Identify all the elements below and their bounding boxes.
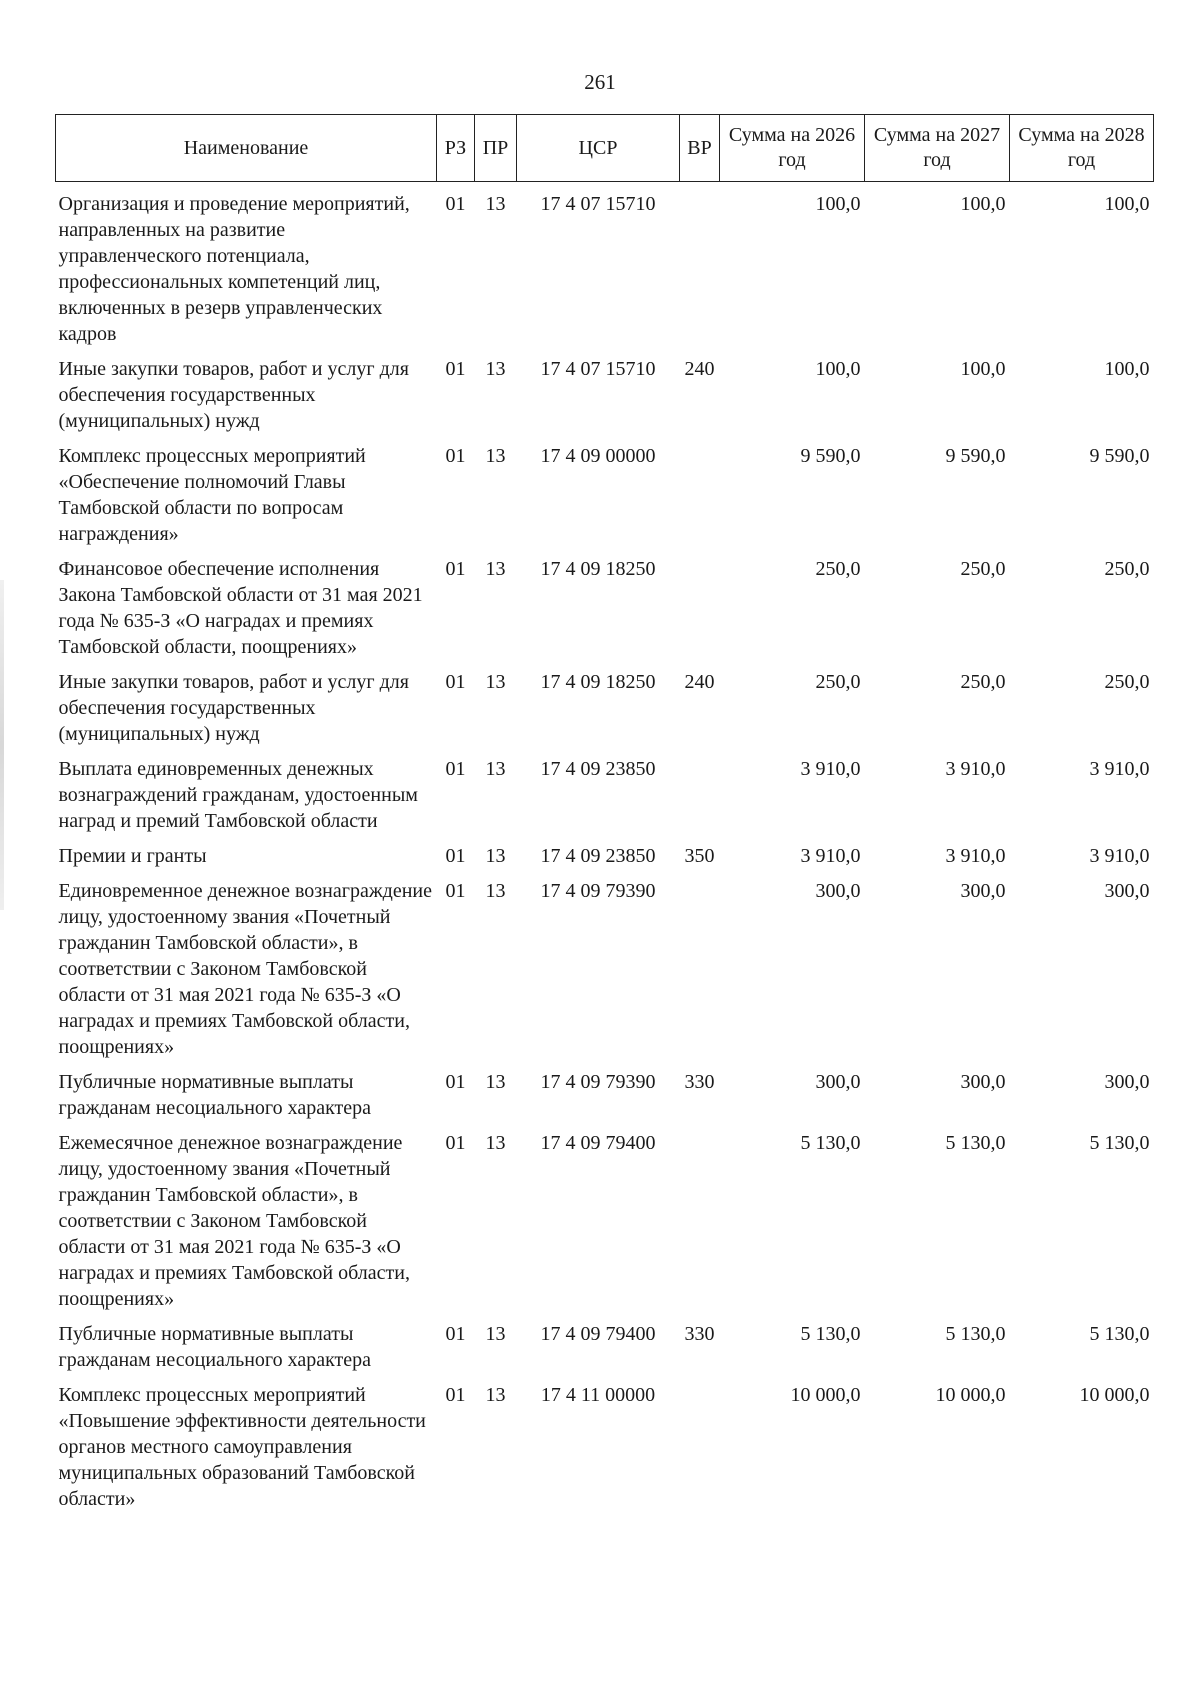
cell-csr: 17 4 09 23850 <box>540 845 656 867</box>
cell-csr: 17 4 09 79390 <box>540 1071 656 1093</box>
cell-sum-2026: 9 590,0 <box>800 445 861 467</box>
cell-sum-2027: 300,0 <box>960 880 1006 902</box>
cell-sum-2028: 300,0 <box>1104 1071 1150 1093</box>
cell-rz: 01 <box>445 193 466 215</box>
cell-rz: 01 <box>445 1132 466 1154</box>
cell-sum-2026: 5 130,0 <box>800 1323 861 1345</box>
cell-pr: 13 <box>485 671 506 693</box>
cell-sum-2028: 100,0 <box>1104 358 1150 380</box>
cell-pr: 13 <box>485 758 506 780</box>
header-vr: ВР <box>680 115 720 182</box>
cell-vr: 240 <box>684 671 715 693</box>
table-row <box>56 747 1154 834</box>
table-row <box>56 1060 1154 1121</box>
cell-sum-2026: 300,0 <box>815 880 861 902</box>
cell-csr: 17 4 09 18250 <box>540 671 656 693</box>
cell-vr <box>680 434 720 547</box>
header-pr: ПР <box>475 115 517 182</box>
table-row <box>56 434 1154 547</box>
cell-pr: 13 <box>485 1071 506 1093</box>
cell-vr: 350 <box>684 845 715 867</box>
cell-pr: 13 <box>485 1384 506 1406</box>
cell-sum-2028: 5 130,0 <box>1089 1323 1150 1345</box>
cell-pr: 13 <box>485 1323 506 1345</box>
table-row <box>56 1373 1154 1512</box>
cell-csr: 17 4 09 00000 <box>540 445 656 467</box>
cell-rz: 01 <box>445 445 466 467</box>
header-sum-2026: Сумма на 2026 год <box>720 115 865 182</box>
cell-pr: 13 <box>485 845 506 867</box>
cell-sum-2028: 3 910,0 <box>1089 758 1150 780</box>
table-row <box>56 834 1154 869</box>
cell-vr: 330 <box>684 1071 715 1093</box>
cell-pr: 13 <box>485 558 506 580</box>
cell-rz: 01 <box>445 1323 466 1345</box>
cell-csr: 17 4 09 18250 <box>540 558 656 580</box>
cell-name: Ежемесячное денежное вознаграждение лицу, удостоенному звания «Почетный гражданин Тамбовской области», в соответствии с Законом Тамбовской области от 31 мая 2021 года № 635-З «О наградах и премиях Тамбовской области, поощрениях» <box>58 1132 410 1310</box>
cell-sum-2027: 5 130,0 <box>945 1132 1006 1154</box>
budget-table <box>55 114 1154 1512</box>
cell-sum-2026: 100,0 <box>815 193 861 215</box>
cell-csr: 17 4 09 79390 <box>540 880 656 902</box>
cell-vr <box>680 547 720 660</box>
cell-sum-2026: 100,0 <box>815 358 861 380</box>
cell-sum-2027: 10 000,0 <box>935 1384 1006 1406</box>
cell-rz: 01 <box>445 880 466 902</box>
cell-vr <box>680 747 720 834</box>
cell-sum-2028: 9 590,0 <box>1089 445 1150 467</box>
cell-name: Комплекс процессных мероприятий «Повышение эффективности деятельности органов местного самоуправления муниципальных образований Тамбовской области» <box>58 1384 426 1510</box>
cell-sum-2026: 250,0 <box>815 671 861 693</box>
cell-pr: 13 <box>485 880 506 902</box>
cell-sum-2026: 3 910,0 <box>800 845 861 867</box>
cell-vr <box>680 182 720 348</box>
cell-sum-2028: 100,0 <box>1104 193 1150 215</box>
cell-sum-2026: 250,0 <box>815 558 861 580</box>
table-header <box>56 115 1154 182</box>
cell-csr: 17 4 09 79400 <box>540 1132 656 1154</box>
cell-rz: 01 <box>445 558 466 580</box>
cell-sum-2027: 250,0 <box>960 558 1006 580</box>
table-row <box>56 1312 1154 1373</box>
cell-sum-2027: 250,0 <box>960 671 1006 693</box>
cell-rz: 01 <box>445 671 466 693</box>
cell-sum-2027: 100,0 <box>960 358 1006 380</box>
cell-sum-2026: 3 910,0 <box>800 758 861 780</box>
table-row <box>56 347 1154 434</box>
cell-name: Единовременное денежное вознаграждение лицу, удостоенному звания «Почетный гражданин Тамбовской области», в соответствии с Законом Тамбовской области от 31 мая 2021 года № 635-З «О наградах и премиях Тамбовской области, поощрениях» <box>58 880 432 1058</box>
cell-name: Иные закупки товаров, работ и услуг для обеспечения государственных (муниципальных) нужд <box>58 671 409 745</box>
cell-sum-2028: 250,0 <box>1104 558 1150 580</box>
cell-csr: 17 4 11 00000 <box>540 1384 656 1406</box>
cell-csr: 17 4 09 23850 <box>540 758 656 780</box>
cell-name: Организация и проведение мероприятий, направленных на развитие управленческого потенциала, профессиональных компетенций лиц, включенных в резерв управленческих кадров <box>58 193 410 345</box>
cell-pr: 13 <box>485 358 506 380</box>
cell-csr: 17 4 09 79400 <box>540 1323 656 1345</box>
cell-name: Финансовое обеспечение исполнения Закона Тамбовской области от 31 мая 2021 года № 635-З «О наградах и премиях Тамбовской области, поощрениях» <box>58 558 423 658</box>
cell-sum-2027: 100,0 <box>960 193 1006 215</box>
scan-edge-artifact <box>0 580 4 910</box>
cell-sum-2026: 300,0 <box>815 1071 861 1093</box>
cell-name: Публичные нормативные выплаты гражданам несоциального характера <box>58 1323 372 1371</box>
cell-vr: 330 <box>684 1323 715 1345</box>
cell-rz: 01 <box>445 358 466 380</box>
cell-sum-2027: 3 910,0 <box>945 845 1006 867</box>
table-row <box>56 660 1154 747</box>
cell-name: Иные закупки товаров, работ и услуг для обеспечения государственных (муниципальных) нужд <box>58 358 409 432</box>
cell-vr: 240 <box>684 358 715 380</box>
cell-rz: 01 <box>445 845 466 867</box>
header-name: Наименование <box>56 115 437 182</box>
cell-sum-2027: 9 590,0 <box>945 445 1006 467</box>
cell-sum-2027: 3 910,0 <box>945 758 1006 780</box>
cell-sum-2027: 5 130,0 <box>945 1323 1006 1345</box>
cell-sum-2028: 250,0 <box>1104 671 1150 693</box>
cell-name: Премии и гранты <box>58 845 207 867</box>
header-sum-2027: Сумма на 2027 год <box>865 115 1010 182</box>
cell-vr <box>680 869 720 1060</box>
cell-pr: 13 <box>485 445 506 467</box>
cell-rz: 01 <box>445 758 466 780</box>
cell-vr <box>680 1121 720 1312</box>
header-rz: РЗ <box>437 115 475 182</box>
table-row <box>56 547 1154 660</box>
cell-sum-2026: 10 000,0 <box>790 1384 861 1406</box>
table-row <box>56 869 1154 1060</box>
cell-sum-2028: 3 910,0 <box>1089 845 1150 867</box>
cell-sum-2027: 300,0 <box>960 1071 1006 1093</box>
cell-name: Комплекс процессных мероприятий «Обеспечение полномочий Главы Тамбовской области по вопросам награждения» <box>58 445 366 545</box>
table-row <box>56 1121 1154 1312</box>
header-csr: ЦСР <box>517 115 680 182</box>
page-number: 261 <box>584 70 616 94</box>
cell-sum-2028: 10 000,0 <box>1079 1384 1150 1406</box>
cell-name: Выплата единовременных денежных вознаграждений гражданам, удостоенным наград и премий Тамбовской области <box>58 758 418 832</box>
cell-sum-2028: 300,0 <box>1104 880 1150 902</box>
cell-sum-2026: 5 130,0 <box>800 1132 861 1154</box>
table-row <box>56 182 1154 348</box>
header-sum-2028: Сумма на 2028 год <box>1010 115 1154 182</box>
cell-rz: 01 <box>445 1384 466 1406</box>
cell-csr: 17 4 07 15710 <box>540 358 656 380</box>
cell-rz: 01 <box>445 1071 466 1093</box>
cell-name: Публичные нормативные выплаты гражданам несоциального характера <box>58 1071 372 1119</box>
cell-pr: 13 <box>485 1132 506 1154</box>
table-body <box>56 182 1154 1513</box>
cell-csr: 17 4 07 15710 <box>540 193 656 215</box>
cell-pr: 13 <box>485 193 506 215</box>
cell-vr <box>680 1373 720 1512</box>
cell-sum-2028: 5 130,0 <box>1089 1132 1150 1154</box>
